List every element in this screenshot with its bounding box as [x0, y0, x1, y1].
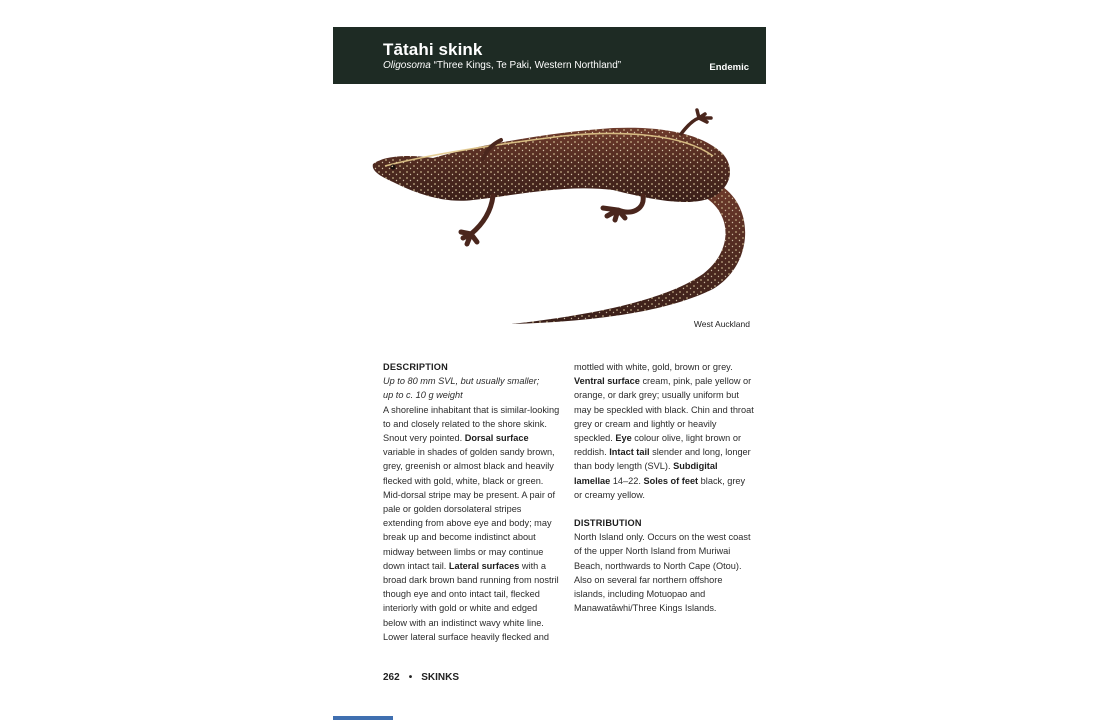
photo-caption: West Auckland	[693, 319, 750, 329]
species-tag-name: “Three Kings, Te Paki, Western Northland”	[430, 60, 622, 71]
skink-eye	[390, 164, 395, 169]
distribution-heading: DISTRIBUTION	[574, 518, 642, 529]
cover-edge-strip	[333, 716, 393, 720]
footer-separator: •	[408, 672, 413, 683]
subdigital-lamellae-term: Subdigital lamellae	[574, 461, 718, 486]
description-text-left: A shoreline inhabitant that is similar-looking to and closely related to the shore skink. Snout very pointed. Dorsal surface variable in shades of golden sandy brown, grey, greenish or almost black and heavily flecked with gold, white, black or green. Mid-dorsal stripe may be present. A pair of pale or golden dorsolateral stripes extending from above eye and body; may break up and become indistinct about midway between limbs or may continue down intact tail. Lateral surfaces with a broad dark brown band running from nostril though eye and onto intact tail, flecked interiorly with gold or white and edged below with an indistinct wavy white line. Lower lateral surface heavily flecked and	[383, 404, 560, 642]
section-name: SKINKS	[421, 672, 459, 683]
distribution-text: North Island only. Occurs on the west coast of the upper North Island from Muriwai Beach, northwards to North Cape (Otou). Also on several far northern offshore islands, including Motuopao and Manawatāwhi/Three Kings Islands.	[574, 532, 751, 614]
skink-tail	[511, 184, 745, 324]
dorsal-surface-term: Dorsal surface	[464, 433, 529, 444]
skink-hind-far-leg	[681, 110, 711, 134]
skink-illustration	[363, 104, 763, 334]
description-text-right: mottled with white, gold, brown or grey. Ventral surface cream, pink, pale yellow or orange, or dark grey; usually uniform but may be speckled with black. Chin and throat grey or cream and lightly or heavily speckled. Eye colour olive, light brown or reddish. Intact tail slender and long, longer than body length (SVL). Subdigital lamellae 14–22. Soles of feet black, grey or creamy yellow.	[574, 362, 754, 500]
book-page	[333, 0, 766, 720]
skink-front-leg	[461, 196, 493, 244]
right-column	[574, 360, 754, 615]
intact-tail-term: Intact tail	[609, 447, 650, 458]
description-heading: DESCRIPTION	[383, 362, 448, 372]
scientific-name	[383, 60, 621, 71]
soles-of-feet-term: Soles of feet	[643, 475, 699, 486]
page-number: 262	[383, 672, 400, 683]
species-header	[333, 27, 766, 84]
genus-name: Oligosoma	[383, 60, 431, 71]
size-line-1: Up to 80 mm SVL, but usually smaller;	[383, 376, 540, 387]
ventral-surface-term: Ventral surface	[574, 376, 640, 387]
page-footer	[383, 672, 459, 683]
size-line-2: up to c. 10 g weight	[383, 390, 463, 401]
status-label: Endemic	[709, 62, 749, 73]
species-title: Tātahi skink	[383, 40, 483, 59]
lateral-surfaces-term: Lateral surfaces	[448, 560, 520, 571]
eye-term: Eye	[615, 433, 632, 444]
description-column	[383, 360, 563, 644]
skink-hind-leg	[603, 196, 643, 220]
